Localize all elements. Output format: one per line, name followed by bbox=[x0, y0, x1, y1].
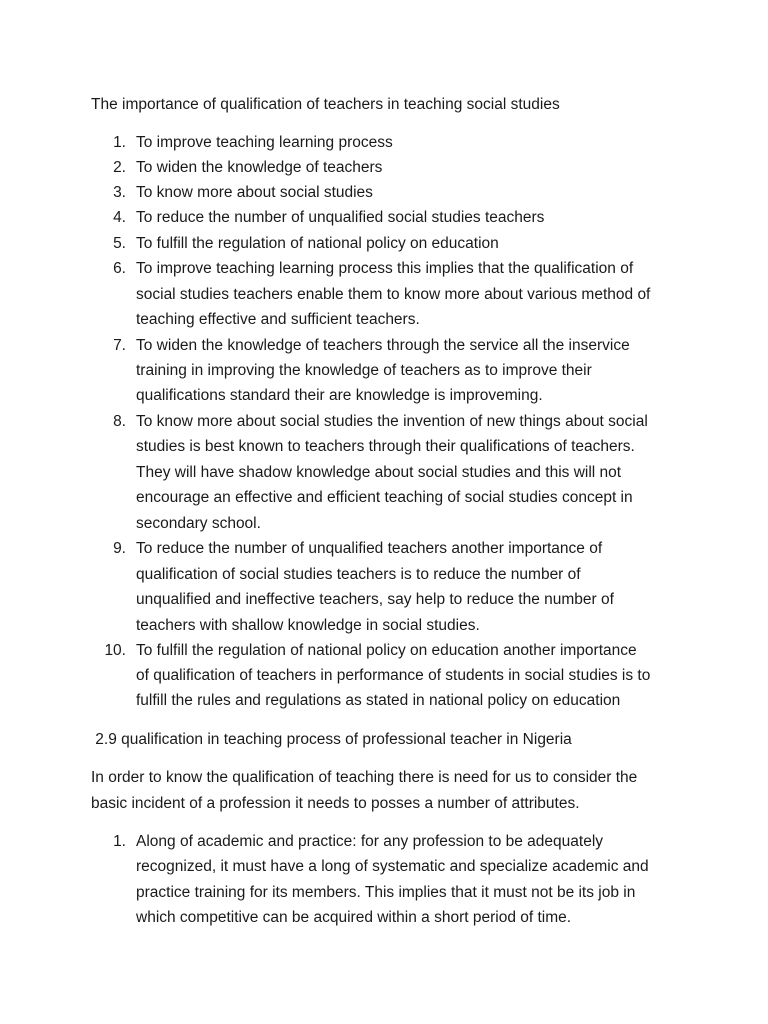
list-item: To improve teaching learning process bbox=[136, 134, 393, 151]
list-item-number: 8. bbox=[113, 413, 126, 430]
list-item-line: qualification of social studies teachers is to reduce the number of bbox=[136, 566, 581, 583]
list-item: To widen the knowledge of teachers bbox=[136, 159, 383, 176]
list-item-number: 2. bbox=[113, 159, 126, 176]
list-item-line: To reduce the number of unqualified teachers another importance of bbox=[136, 540, 603, 557]
list-item-line: To widen the knowledge of teachers through the service all the inservice bbox=[136, 337, 630, 354]
list-item-line: To improve teaching learning process this implies that the qualification of bbox=[136, 260, 634, 277]
list-item-line: teaching effective and sufficient teachers. bbox=[136, 311, 420, 328]
list-item: To know more about social studies bbox=[136, 184, 373, 201]
list-item-line: teachers with shallow knowledge in social studies. bbox=[136, 617, 480, 634]
list-item-line: practice training for its members. This implies that it must not be its job in bbox=[136, 884, 636, 901]
list-item-line: They will have shadow knowledge about social studies and this will not bbox=[136, 464, 622, 481]
list-item-number: 4. bbox=[113, 209, 126, 226]
list-item-line: of qualification of teachers in performance of students in social studies is to bbox=[136, 667, 651, 684]
list-item-line: To know more about social studies the invention of new things about social bbox=[136, 413, 648, 430]
list-item-line: qualifications standard their are knowledge is improveming. bbox=[136, 387, 543, 404]
list-item-line: To fulfill the regulation of national policy on education another importance bbox=[136, 642, 637, 659]
list-item-number: 7. bbox=[113, 337, 126, 354]
list-item-line: secondary school. bbox=[136, 515, 261, 532]
paragraph-line: In order to know the qualification of teaching there is need for us to consider the bbox=[91, 769, 638, 786]
list-item: To reduce the number of unqualified social studies teachers bbox=[136, 209, 545, 226]
section-heading: 2.9 qualification in teaching process of professional teacher in Nigeria bbox=[91, 731, 572, 748]
list-item-number: 5. bbox=[113, 235, 126, 252]
list-item-line: social studies teachers enable them to know more about various method of bbox=[136, 286, 651, 303]
list-item: To fulfill the regulation of national policy on education bbox=[136, 235, 499, 252]
list-item-line: encourage an effective and efficient teaching of social studies concept in bbox=[136, 489, 633, 506]
list-item-number: 3. bbox=[113, 184, 126, 201]
list-item-line: Along of academic and practice: for any profession to be adequately bbox=[136, 833, 604, 850]
list-item-line: training in improving the knowledge of teachers as to improve their bbox=[136, 362, 592, 379]
list-item-line: fulfill the rules and regulations as stated in national policy on education bbox=[136, 692, 621, 709]
list-item-line: studies is best known to teachers through their qualifications of teachers. bbox=[136, 438, 635, 455]
list-item-line: which competitive can be acquired within a short period of time. bbox=[136, 909, 572, 926]
page-title: The importance of qualification of teachers in teaching social studies bbox=[91, 96, 560, 113]
list-item-number: 6. bbox=[113, 260, 126, 277]
list-item-number: 9. bbox=[113, 540, 126, 557]
paragraph-line: basic incident of a profession it needs to posses a number of attributes. bbox=[91, 795, 580, 812]
list-item-line: recognized, it must have a long of systematic and specialize academic and bbox=[136, 858, 649, 875]
list-item-number: 1. bbox=[113, 833, 126, 850]
list-item-line: unqualified and ineffective teachers, say help to reduce the number of bbox=[136, 591, 614, 608]
list-item-number: 10. bbox=[104, 642, 126, 659]
list-item-number: 1. bbox=[113, 134, 126, 151]
